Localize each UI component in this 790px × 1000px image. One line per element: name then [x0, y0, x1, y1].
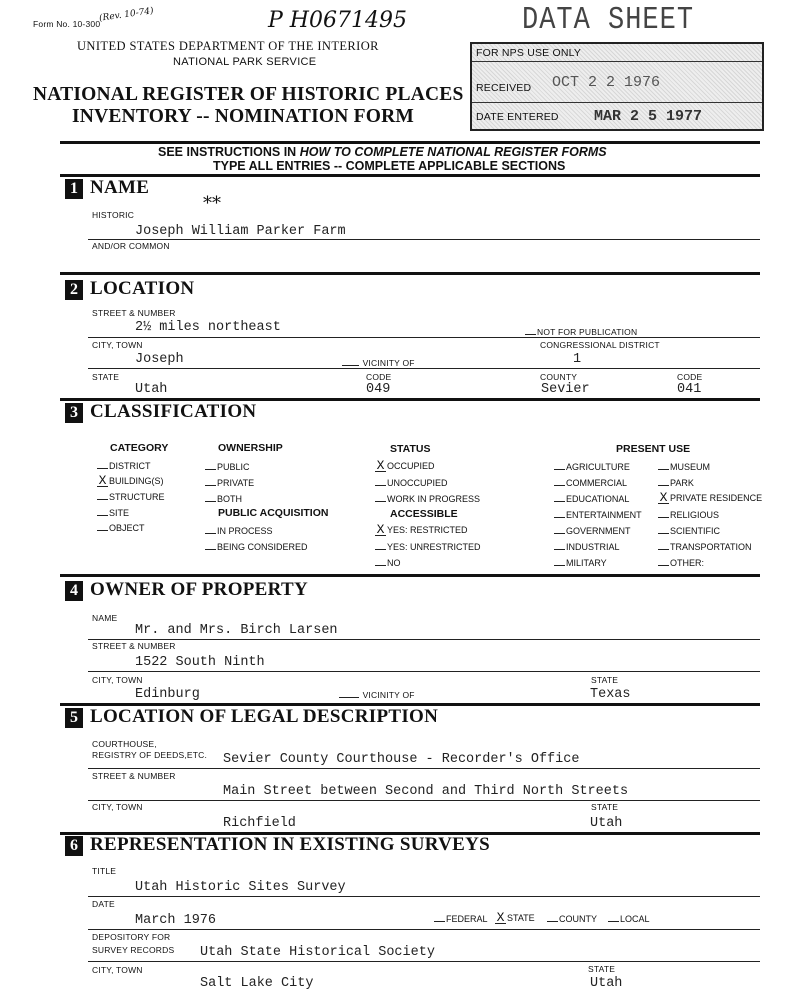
- survey-federal[interactable]: FEDERAL: [434, 914, 488, 924]
- congressional-district-label: CONGRESSIONAL DISTRICT: [540, 340, 660, 350]
- owner-street-value: 1522 South Ninth: [135, 655, 265, 670]
- survey-records-label: SURVEY RECORDS: [92, 945, 175, 955]
- category-district[interactable]: DISTRICT: [97, 461, 151, 471]
- received-label: RECEIVED: [476, 82, 532, 94]
- use-scientific[interactable]: SCIENTIFIC: [658, 526, 720, 536]
- form-revision: (Rev. 10-74): [98, 6, 155, 24]
- depository-state-value: Utah: [590, 976, 623, 991]
- accessible-yes-restricted[interactable]: X YES: RESTRICTED: [376, 522, 468, 537]
- survey-title-value: Utah Historic Sites Survey: [135, 880, 346, 895]
- depository-city-label: CITY, TOWN: [92, 965, 143, 975]
- legal-city-value: Richfield: [223, 816, 296, 831]
- status-occupied[interactable]: X OCCUPIED: [376, 458, 435, 473]
- status-work-in-progress[interactable]: WORK IN PROGRESS: [375, 494, 480, 504]
- section-number-5: 5: [65, 708, 83, 728]
- survey-title-label: TITLE: [92, 866, 117, 876]
- vicinity-label: VICINITY OF: [342, 358, 415, 368]
- use-park[interactable]: PARK: [658, 478, 694, 488]
- county-code-value: 041: [677, 382, 702, 397]
- owner-state-value: Texas: [590, 687, 631, 702]
- present-use-heading: PRESENT USE: [616, 443, 691, 455]
- acquisition-in-process[interactable]: IN PROCESS: [205, 526, 273, 536]
- county-value: Sevier: [541, 382, 590, 397]
- street-number-value: 2½ miles northeast: [135, 320, 281, 335]
- use-government[interactable]: GOVERNMENT: [554, 526, 631, 536]
- owner-street-label: STREET & NUMBER: [92, 641, 176, 651]
- owner-city-label: CITY, TOWN: [92, 675, 143, 685]
- survey-state[interactable]: X STATE: [496, 910, 535, 925]
- section-title-surveys: REPRESENTATION IN EXISTING SURVEYS: [90, 834, 491, 855]
- handwritten-id: P H0671495: [268, 8, 407, 33]
- ownership-public[interactable]: PUBLIC: [205, 462, 250, 472]
- county-code-label: CODE: [677, 372, 703, 382]
- accessible-yes-unrestricted[interactable]: YES: UNRESTRICTED: [375, 542, 481, 552]
- state-code-value: 049: [366, 382, 391, 397]
- use-industrial[interactable]: INDUSTRIAL: [554, 542, 620, 552]
- acquisition-being-considered[interactable]: BEING CONSIDERED: [205, 542, 308, 552]
- service-name: NATIONAL PARK SERVICE: [173, 56, 317, 68]
- status-heading: STATUS: [390, 443, 431, 455]
- congressional-district-value: 1: [573, 352, 582, 367]
- section-title-owner: OWNER OF PROPERTY: [90, 579, 309, 600]
- owner-vicinity-label: VICINITY OF: [339, 690, 415, 700]
- depository-value: Utah State Historical Society: [200, 945, 435, 960]
- use-museum[interactable]: MUSEUM: [658, 462, 710, 472]
- handwritten-stars: **: [203, 193, 221, 214]
- nps-use-label: FOR NPS USE ONLY: [476, 47, 582, 59]
- survey-county[interactable]: COUNTY: [547, 914, 597, 924]
- section-number-6: 6: [65, 836, 83, 856]
- use-entertainment[interactable]: ENTERTAINMENT: [554, 510, 642, 520]
- survey-date-value: March 1976: [135, 913, 217, 928]
- use-military[interactable]: MILITARY: [554, 558, 607, 568]
- date-entered-label: DATE ENTERED: [476, 111, 559, 123]
- nps-use-box: [470, 42, 764, 131]
- section-title-name: NAME: [90, 177, 150, 198]
- instructions-line1: SEE INSTRUCTIONS IN HOW TO COMPLETE NATIONAL REGISTER FORMS: [158, 145, 607, 159]
- legal-state-value: Utah: [590, 816, 623, 831]
- category-structure[interactable]: STRUCTURE: [97, 492, 165, 502]
- use-religious[interactable]: RELIGIOUS: [658, 510, 719, 520]
- legal-city-label: CITY, TOWN: [92, 802, 143, 812]
- survey-local[interactable]: LOCAL: [608, 914, 650, 924]
- received-date-stamp: OCT 2 2 1976: [552, 74, 661, 91]
- section-title-legal-description: LOCATION OF LEGAL DESCRIPTION: [90, 706, 439, 727]
- use-commercial[interactable]: COMMERCIAL: [554, 478, 627, 488]
- survey-date-label: DATE: [92, 899, 115, 909]
- category-object[interactable]: OBJECT: [97, 523, 145, 533]
- public-acquisition-heading: PUBLIC ACQUISITION: [218, 507, 329, 519]
- form-number: Form No. 10-300: [33, 19, 101, 29]
- category-heading: CATEGORY: [110, 442, 169, 454]
- department-name: UNITED STATES DEPARTMENT OF THE INTERIOR: [77, 39, 379, 53]
- use-transportation[interactable]: TRANSPORTATION: [658, 542, 752, 552]
- state-code-label: CODE: [366, 372, 392, 382]
- date-entered-stamp: MAR 2 5 1977: [594, 108, 703, 125]
- data-sheet-stamp: DATA SHEET: [522, 3, 695, 39]
- section-number-1: 1: [65, 179, 83, 199]
- street-number-label: STREET & NUMBER: [92, 308, 176, 318]
- depository-label: DEPOSITORY FOR: [92, 932, 171, 942]
- accessible-heading: ACCESSIBLE: [390, 508, 458, 520]
- accessible-no[interactable]: NO: [375, 558, 401, 568]
- owner-state-label: STATE: [591, 675, 619, 685]
- section-title-classification: CLASSIFICATION: [90, 401, 257, 422]
- use-other[interactable]: OTHER:: [658, 558, 704, 568]
- category-site[interactable]: SITE: [97, 508, 129, 518]
- ownership-heading: OWNERSHIP: [218, 442, 283, 454]
- ownership-private[interactable]: PRIVATE: [205, 478, 254, 488]
- legal-state-label: STATE: [591, 802, 619, 812]
- category-building[interactable]: X BUILDING(S): [98, 473, 164, 488]
- historic-name-value: Joseph William Parker Farm: [135, 224, 346, 239]
- use-educational[interactable]: EDUCATIONAL: [554, 494, 629, 504]
- owner-city-value: Edinburg: [135, 687, 200, 702]
- section-number-4: 4: [65, 581, 83, 601]
- city-value: Joseph: [135, 352, 184, 367]
- depository-state-label: STATE: [588, 964, 616, 974]
- historic-label: HISTORIC: [92, 210, 135, 220]
- city-town-label: CITY, TOWN: [92, 340, 143, 350]
- status-unoccupied[interactable]: UNOCCUPIED: [375, 478, 448, 488]
- legal-street-value: Main Street between Second and Third North Streets: [223, 784, 629, 799]
- ownership-both[interactable]: BOTH: [205, 494, 242, 504]
- section-number-3: 3: [65, 403, 83, 423]
- courthouse-label: COURTHOUSE,: [92, 739, 157, 749]
- state-value: Utah: [135, 382, 168, 397]
- owner-name-label: NAME: [92, 613, 118, 623]
- use-agriculture[interactable]: AGRICULTURE: [554, 462, 630, 472]
- owner-name-value: Mr. and Mrs. Birch Larsen: [135, 623, 338, 638]
- legal-street-label: STREET & NUMBER: [92, 771, 176, 781]
- form-title-line2: INVENTORY -- NOMINATION FORM: [72, 106, 415, 127]
- not-for-publication-label: NOT FOR PUBLICATION: [525, 327, 637, 337]
- depository-city-value: Salt Lake City: [200, 976, 314, 991]
- section-number-2: 2: [65, 280, 83, 300]
- section-title-location: LOCATION: [90, 278, 195, 299]
- common-name-label: AND/OR COMMON: [92, 241, 170, 251]
- county-label: COUNTY: [540, 372, 578, 382]
- registry-label: REGISTRY OF DEEDS,ETC.: [92, 750, 208, 760]
- instructions-line2: TYPE ALL ENTRIES -- COMPLETE APPLICABLE SECTIONS: [213, 159, 566, 173]
- courthouse-value: Sevier County Courthouse - Recorder's Office: [223, 752, 580, 767]
- use-private-residence[interactable]: X PRIVATE RESIDENCE: [659, 490, 763, 505]
- form-title-line1: NATIONAL REGISTER OF HISTORIC PLACES: [33, 84, 464, 105]
- state-label: STATE: [92, 372, 120, 382]
